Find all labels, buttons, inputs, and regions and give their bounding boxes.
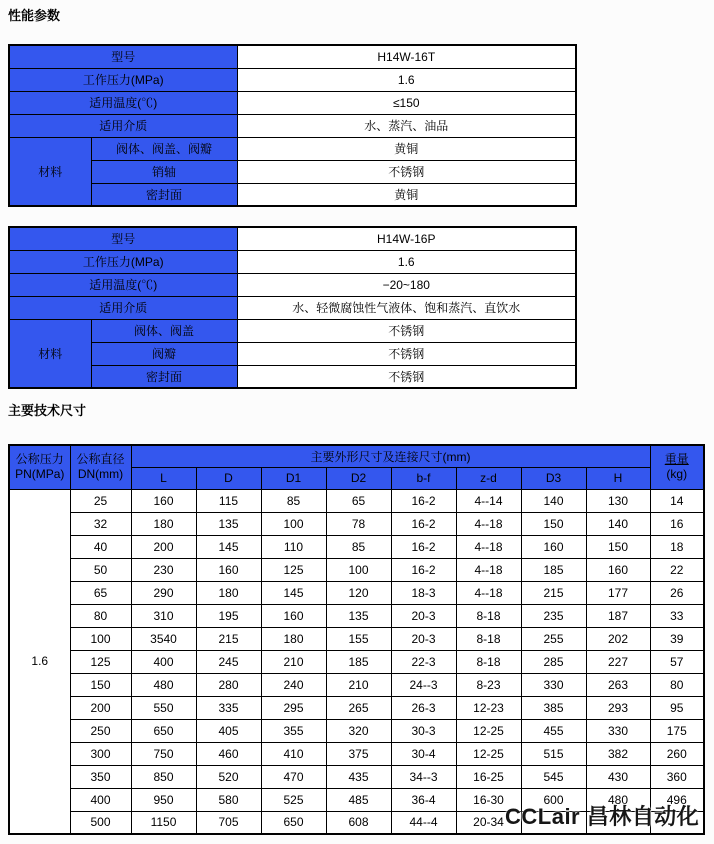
cell-b-f: 16-2 bbox=[391, 489, 456, 512]
dimension-row bbox=[9, 489, 704, 512]
cell-dn: 32 bbox=[70, 512, 131, 535]
col-header-D2: D2 bbox=[326, 467, 391, 489]
cell-H: 150 bbox=[586, 535, 650, 558]
cell-D3: 330 bbox=[521, 673, 586, 696]
cell-L: 950 bbox=[131, 788, 196, 811]
material-row bbox=[9, 160, 576, 183]
watermark-logo: CCLair 昌林自动化 bbox=[505, 804, 700, 829]
cell-D2: 608 bbox=[326, 811, 391, 834]
cell-dn: 150 bbox=[70, 673, 131, 696]
dimension-row bbox=[9, 535, 704, 558]
cell-D3: 385 bbox=[521, 696, 586, 719]
cell-b-f: 30-4 bbox=[391, 742, 456, 765]
material-row bbox=[9, 365, 576, 388]
cell-D2: 485 bbox=[326, 788, 391, 811]
dimension-row bbox=[9, 558, 704, 581]
cell-dn: 350 bbox=[70, 765, 131, 788]
cell-b-f: 34--3 bbox=[391, 765, 456, 788]
cell-z-d: 8-18 bbox=[456, 627, 521, 650]
cell-D2: 320 bbox=[326, 719, 391, 742]
pressure-column-header: 公称压力 PN(MPa) bbox=[9, 445, 70, 489]
spec-row bbox=[9, 91, 576, 114]
spec-table-h14w-16t bbox=[8, 44, 577, 207]
cell-D: 335 bbox=[196, 696, 261, 719]
material-part-label: 阀瓣 bbox=[91, 342, 237, 365]
material-part-label: 阀体、阀盖、阀瓣 bbox=[91, 137, 237, 160]
cell-L: 160 bbox=[131, 489, 196, 512]
cell-H: 227 bbox=[586, 650, 650, 673]
dimension-table bbox=[8, 444, 705, 835]
spec-row-label: 型号 bbox=[9, 45, 237, 68]
spec-row bbox=[9, 273, 576, 296]
cell-D2: 100 bbox=[326, 558, 391, 581]
cell-H: 382 bbox=[586, 742, 650, 765]
cell-b-f: 22-3 bbox=[391, 650, 456, 673]
cell-D3: 160 bbox=[521, 535, 586, 558]
cell-D3: 600 bbox=[521, 788, 586, 811]
cell-kg: 496 bbox=[650, 788, 704, 811]
spec-row-label: 工作压力(MPa) bbox=[9, 68, 237, 91]
cell-b-f: 24--3 bbox=[391, 673, 456, 696]
cell-z-d: 20-34 bbox=[456, 811, 521, 834]
cell-H: 177 bbox=[586, 581, 650, 604]
cell-L: 400 bbox=[131, 650, 196, 673]
spec-row bbox=[9, 296, 576, 319]
cell-D: 115 bbox=[196, 489, 261, 512]
spec-table-h14w-16p bbox=[8, 226, 577, 389]
cell-D1: 100 bbox=[261, 512, 326, 535]
spec-row-value: 1.6 bbox=[237, 250, 576, 273]
dimension-row bbox=[9, 719, 704, 742]
cell-D: 135 bbox=[196, 512, 261, 535]
cell-dn: 40 bbox=[70, 535, 131, 558]
cell-H: 160 bbox=[586, 558, 650, 581]
cell-kg: 33 bbox=[650, 604, 704, 627]
spec-row bbox=[9, 250, 576, 273]
cell-H: 330 bbox=[586, 719, 650, 742]
cell-L: 230 bbox=[131, 558, 196, 581]
spec-row bbox=[9, 68, 576, 91]
dimension-row bbox=[9, 627, 704, 650]
cell-D2: 155 bbox=[326, 627, 391, 650]
cell-D2: 135 bbox=[326, 604, 391, 627]
pressure-value-cell: 1.6 bbox=[9, 489, 70, 834]
cell-L: 1150 bbox=[131, 811, 196, 834]
dimensions-section-title: 主要技术尺寸 bbox=[8, 403, 87, 418]
cell-D2: 435 bbox=[326, 765, 391, 788]
cell-dn: 125 bbox=[70, 650, 131, 673]
cell-D3: 255 bbox=[521, 627, 586, 650]
cell-z-d: 4--18 bbox=[456, 512, 521, 535]
cell-L: 550 bbox=[131, 696, 196, 719]
cell-D2: 210 bbox=[326, 673, 391, 696]
cell-L: 750 bbox=[131, 742, 196, 765]
material-group-label: 材料 bbox=[9, 319, 91, 388]
material-part-label: 阀体、阀盖 bbox=[91, 319, 237, 342]
spec-row-label: 型号 bbox=[9, 227, 237, 250]
cell-kg: 14 bbox=[650, 489, 704, 512]
dimension-row bbox=[9, 650, 704, 673]
spec-row bbox=[9, 45, 576, 68]
cell-z-d: 8-18 bbox=[456, 650, 521, 673]
cell-H: 202 bbox=[586, 627, 650, 650]
material-row bbox=[9, 137, 576, 160]
cell-kg: 360 bbox=[650, 765, 704, 788]
cell-z-d: 4--18 bbox=[456, 558, 521, 581]
cell-H: 140 bbox=[586, 512, 650, 535]
material-part-label: 密封面 bbox=[91, 365, 237, 388]
dimension-row bbox=[9, 581, 704, 604]
cell-D3: 545 bbox=[521, 765, 586, 788]
col-header-D1: D1 bbox=[261, 467, 326, 489]
material-value: 不锈钢 bbox=[237, 365, 576, 388]
dimension-header-row-1 bbox=[9, 445, 704, 467]
cell-D: 405 bbox=[196, 719, 261, 742]
cell-D: 160 bbox=[196, 558, 261, 581]
col-header-bf: b-f bbox=[391, 467, 456, 489]
spec-row-label: 适用介质 bbox=[9, 114, 237, 137]
material-row bbox=[9, 319, 576, 342]
cell-D3: 235 bbox=[521, 604, 586, 627]
cell-D: 705 bbox=[196, 811, 261, 834]
cell-dn: 100 bbox=[70, 627, 131, 650]
cell-L: 650 bbox=[131, 719, 196, 742]
cell-D3: 285 bbox=[521, 650, 586, 673]
cell-D2: 85 bbox=[326, 535, 391, 558]
cell-dn: 200 bbox=[70, 696, 131, 719]
cell-kg: 26 bbox=[650, 581, 704, 604]
cell-kg: 22 bbox=[650, 558, 704, 581]
cell-dn: 300 bbox=[70, 742, 131, 765]
spec-row-value: ≤150 bbox=[237, 91, 576, 114]
cell-z-d: 12-25 bbox=[456, 719, 521, 742]
cell-z-d: 8-23 bbox=[456, 673, 521, 696]
dimension-row bbox=[9, 673, 704, 696]
spec-row bbox=[9, 227, 576, 250]
dimension-row bbox=[9, 604, 704, 627]
cell-z-d: 16-25 bbox=[456, 765, 521, 788]
cell-L: 180 bbox=[131, 512, 196, 535]
material-value: 不锈钢 bbox=[237, 319, 576, 342]
cell-b-f: 44--4 bbox=[391, 811, 456, 834]
cell-H: 130 bbox=[586, 489, 650, 512]
cell-D1: 650 bbox=[261, 811, 326, 834]
dimension-row bbox=[9, 696, 704, 719]
cell-z-d: 12-23 bbox=[456, 696, 521, 719]
material-part-label: 销轴 bbox=[91, 160, 237, 183]
cell-D1: 525 bbox=[261, 788, 326, 811]
material-value: 黄铜 bbox=[237, 137, 576, 160]
cell-dn: 65 bbox=[70, 581, 131, 604]
col-header-zd: z-d bbox=[456, 467, 521, 489]
cell-kg: 16 bbox=[650, 512, 704, 535]
cell-dn: 80 bbox=[70, 604, 131, 627]
cell-dn: 250 bbox=[70, 719, 131, 742]
cell-kg: 95 bbox=[650, 696, 704, 719]
cell-z-d: 4--18 bbox=[456, 581, 521, 604]
cell-b-f: 36-4 bbox=[391, 788, 456, 811]
material-value: 黄铜 bbox=[237, 183, 576, 206]
col-header-D3: D3 bbox=[521, 467, 586, 489]
col-header-H: H bbox=[586, 467, 650, 489]
cell-dn: 50 bbox=[70, 558, 131, 581]
cell-D1: 210 bbox=[261, 650, 326, 673]
cell-z-d: 12-25 bbox=[456, 742, 521, 765]
dimensions-group-header: 主要外形尺寸及连接尺寸(mm) bbox=[131, 445, 650, 467]
cell-kg: 175 bbox=[650, 719, 704, 742]
cell-D2: 375 bbox=[326, 742, 391, 765]
cell-D3: 455 bbox=[521, 719, 586, 742]
cell-z-d: 4--14 bbox=[456, 489, 521, 512]
cell-D1: 160 bbox=[261, 604, 326, 627]
col-header-D: D bbox=[196, 467, 261, 489]
cell-kg: 80 bbox=[650, 673, 704, 696]
cell-b-f: 16-2 bbox=[391, 558, 456, 581]
cell-H: 187 bbox=[586, 604, 650, 627]
diameter-column-header: 公称直径 DN(mm) bbox=[70, 445, 131, 489]
material-row bbox=[9, 183, 576, 206]
cell-dn: 500 bbox=[70, 811, 131, 834]
cell-D2: 265 bbox=[326, 696, 391, 719]
cell-H: 263 bbox=[586, 673, 650, 696]
material-part-label: 密封面 bbox=[91, 183, 237, 206]
dimension-row bbox=[9, 512, 704, 535]
cell-D2: 78 bbox=[326, 512, 391, 535]
cell-D2: 185 bbox=[326, 650, 391, 673]
cell-H: 430 bbox=[586, 765, 650, 788]
spec-row-label: 工作压力(MPa) bbox=[9, 250, 237, 273]
cell-L: 200 bbox=[131, 535, 196, 558]
spec-row-label: 适用介质 bbox=[9, 296, 237, 319]
cell-D: 580 bbox=[196, 788, 261, 811]
cell-L: 3540 bbox=[131, 627, 196, 650]
cell-D1: 410 bbox=[261, 742, 326, 765]
cell-kg: 57 bbox=[650, 650, 704, 673]
cell-D1: 240 bbox=[261, 673, 326, 696]
cell-D2: 65 bbox=[326, 489, 391, 512]
cell-D: 520 bbox=[196, 765, 261, 788]
cell-b-f: 20-3 bbox=[391, 627, 456, 650]
material-row bbox=[9, 342, 576, 365]
spec-row-label: 适用温度(℃) bbox=[9, 273, 237, 296]
cell-D1: 295 bbox=[261, 696, 326, 719]
cell-b-f: 18-3 bbox=[391, 581, 456, 604]
cell-dn: 25 bbox=[70, 489, 131, 512]
spec-row-value: H14W-16P bbox=[237, 227, 576, 250]
cell-L: 850 bbox=[131, 765, 196, 788]
cell-D1: 355 bbox=[261, 719, 326, 742]
cell-D3: 150 bbox=[521, 512, 586, 535]
cell-H: 480 bbox=[586, 788, 650, 811]
spec-row-label: 适用温度(℃) bbox=[9, 91, 237, 114]
spec-row-value: H14W-16T bbox=[237, 45, 576, 68]
cell-b-f: 26-3 bbox=[391, 696, 456, 719]
spec-row-value: 水、蒸汽、油品 bbox=[237, 114, 576, 137]
cell-D3: 215 bbox=[521, 581, 586, 604]
cell-b-f: 16-2 bbox=[391, 535, 456, 558]
cell-D1: 180 bbox=[261, 627, 326, 650]
cell-D2: 120 bbox=[326, 581, 391, 604]
cell-D: 280 bbox=[196, 673, 261, 696]
cell-L: 290 bbox=[131, 581, 196, 604]
cell-D: 180 bbox=[196, 581, 261, 604]
cell-kg: 39 bbox=[650, 627, 704, 650]
cell-D3: 515 bbox=[521, 742, 586, 765]
cell-b-f: 30-3 bbox=[391, 719, 456, 742]
cell-H: 293 bbox=[586, 696, 650, 719]
cell-z-d: 16-30 bbox=[456, 788, 521, 811]
spec-row-value: 1.6 bbox=[237, 68, 576, 91]
dimension-row bbox=[9, 765, 704, 788]
spec-row-value: 水、轻微腐蚀性气液体、饱和蒸汽、直饮水 bbox=[237, 296, 576, 319]
cell-z-d: 8-18 bbox=[456, 604, 521, 627]
cell-D: 245 bbox=[196, 650, 261, 673]
cell-D: 145 bbox=[196, 535, 261, 558]
spec-row-value: −20~180 bbox=[237, 273, 576, 296]
cell-L: 480 bbox=[131, 673, 196, 696]
material-group-label: 材料 bbox=[9, 137, 91, 206]
cell-D: 215 bbox=[196, 627, 261, 650]
cell-D3: 140 bbox=[521, 489, 586, 512]
dimension-row bbox=[9, 742, 704, 765]
cell-kg: 260 bbox=[650, 742, 704, 765]
cell-D1: 470 bbox=[261, 765, 326, 788]
cell-b-f: 20-3 bbox=[391, 604, 456, 627]
cell-z-d: 4--18 bbox=[456, 535, 521, 558]
cell-kg: 18 bbox=[650, 535, 704, 558]
material-value: 不锈钢 bbox=[237, 160, 576, 183]
spec-row bbox=[9, 114, 576, 137]
cell-D1: 110 bbox=[261, 535, 326, 558]
cell-b-f: 16-2 bbox=[391, 512, 456, 535]
col-header-L: L bbox=[131, 467, 196, 489]
weight-column-header: 重量 (kg) bbox=[650, 445, 704, 489]
cell-D1: 145 bbox=[261, 581, 326, 604]
material-value: 不锈钢 bbox=[237, 342, 576, 365]
cell-D3: 185 bbox=[521, 558, 586, 581]
cell-D1: 85 bbox=[261, 489, 326, 512]
cell-D: 195 bbox=[196, 604, 261, 627]
cell-dn: 400 bbox=[70, 788, 131, 811]
cell-D1: 125 bbox=[261, 558, 326, 581]
performance-section-title: 性能参数 bbox=[8, 8, 61, 23]
cell-L: 310 bbox=[131, 604, 196, 627]
cell-D: 460 bbox=[196, 742, 261, 765]
